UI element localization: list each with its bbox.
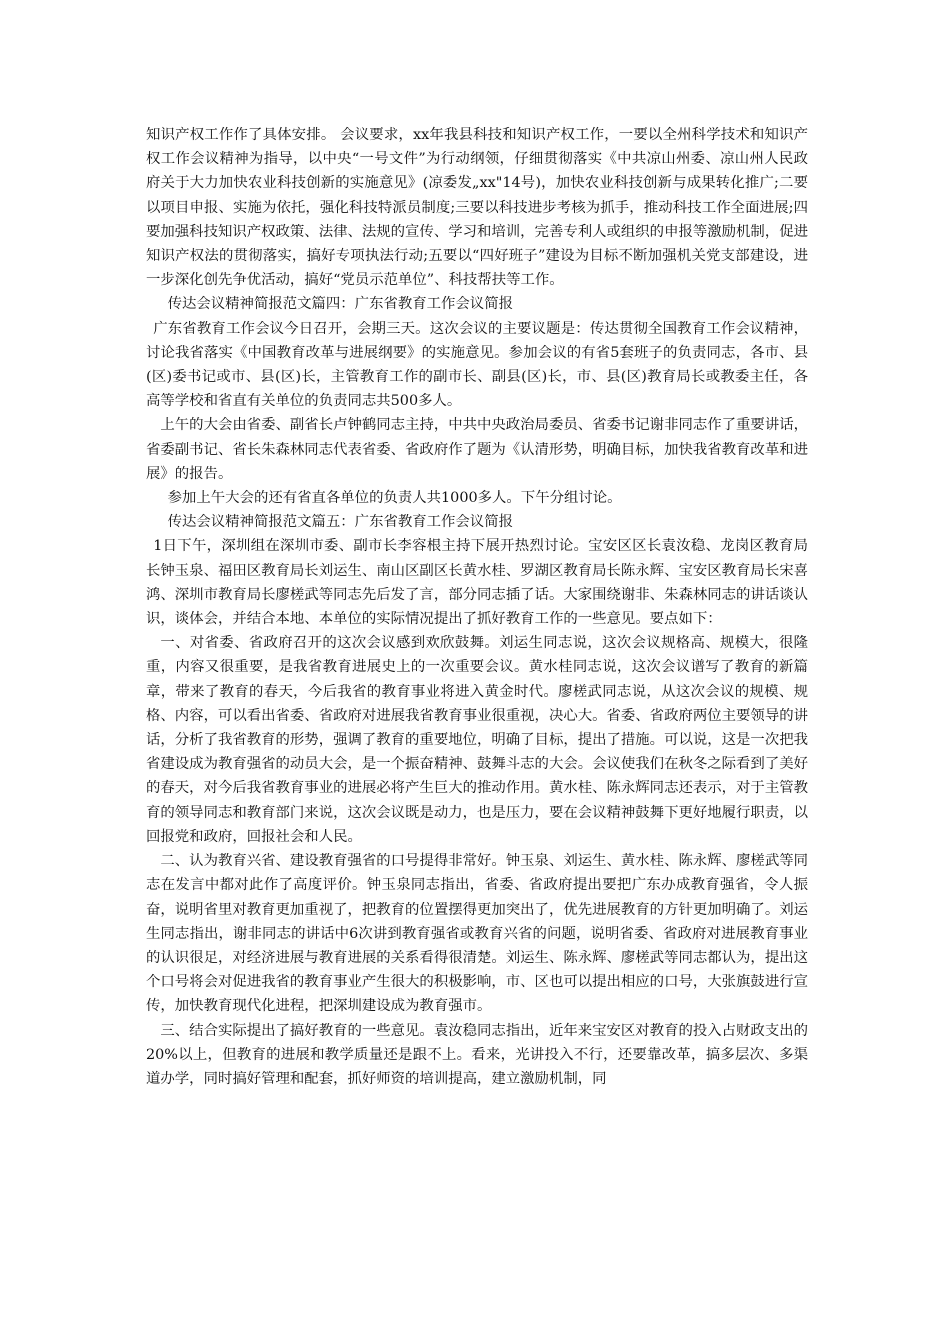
- paragraph-shenzhen-discussion: 1日下午，深圳组在深圳市委、副市长李容根主持下展开热烈讨论。宝安区区长袁汝稳、龙岗区教育局长钟玉泉、福田区教育局长刘运生、南山区副区长黄水桂、罗湖区教育局长陈永辉、宝安区教育局长宋喜鸿、深圳市教育局长廖槎武等同志先后发了言，部分同志插了话。大家围绕谢非、朱森林同志的讲话谈认识，谈体会，并结合本地、本单位的实际情况提出了抓好教育工作的一些意见。要点如下：: [146, 538, 808, 628]
- section-heading-4: 传达会议精神简报范文篇四：广东省教育工作会议简报: [167, 296, 513, 313]
- paragraph-morning-session: 上午的大会由省委、副省长卢钟鹤同志主持，中共中央政治局委员、省委书记谢非同志作了重要讲话，省委副书记、省长朱森林同志代表省委、省政府作了题为《认清形势，明确目标，加快我省教育改革和进展》的报告。: [146, 417, 808, 482]
- paragraph-meeting-open: 广东省教育工作会议今日召开，会期三天。这次会议的主要议题是：传达贯彻全国教育工作会议精神，讨论我省落实《中国教育改革与进展纲要》的实施意见。参加会议的有省5套班子的负责同志，各市、县(区)委书记或市、县(区)长，主管教育工作的副市长、副县(区)长，市、县(区)教育局长或教委主任，各高等学校和省直有关单位的负责同志共500多人。: [146, 320, 808, 410]
- paragraph-attendance: 参加上午大会的还有省直各单位的负责人共1000多人。下午分组讨论。: [167, 490, 622, 507]
- paragraph-point-one: 一、对省委、省政府召开的这次会议感到欢欣鼓舞。刘运生同志说，这次会议规格高、规模大，很隆重，内容又很重要，是我省教育进展史上的一次重要会议。黄水桂同志说，这次会议谱写了教育的新篇章，带来了教育的春天，今后我省的教育事业将进入黄金时代。廖槎武同志说，从这次会议的规模、规格、内容，可以看出省委、省政府对进展我省教育事业很重视，决心大。省委、省政府两位主要领导的讲话，分析了我省教育的形势，强调了教育的重要地位，明确了目标，提出了措施。可以说，这是一次把我省建设成为教育强省的动员大会，是一个振奋精神、鼓舞斗志的大会。会议使我们在秋冬之际看到了美好的春天，对今后我省教育事业的进展必将产生巨大的推动作用。黄水桂、陈永辉同志还表示，对于主管教育的领导同志和教育部门来说，这次会议既是动力，也是压力，要在会议精神鼓舞下更好地履行职责，以回报党和政府，回报社会和人民。: [146, 635, 808, 845]
- paragraph-ip-work: 知识产权工作作了具体安排。 会议要求，xx年我县科技和知识产权工作，一要以全州科学技术和知识产权工作会议精神为指导，以中央“一号文件”为行动纲领，仔细贯彻落实《中共凉山州委、凉山州人民政府关于大力加快农业科技创新的实施意见》(凉委发„xx"14号)，加快农业科技创新与成果转化推广;二要以项目申报、实施为依托，强化科技特派员制度;三要以科技进步考核为抓手，推动科技工作全面进展;四要加强科技知识产权政策、法律、法规的宣传、学习和培训，完善专利人或组织的申报等激励机制，促进知识产权法的贯彻落实，搞好专项执法行动;五要以“四好班子”建设为目标不断加强机关党支部建设，进一步深化创先争优活动，搞好“党员示范单位”、科技帮扶等工作。: [146, 127, 808, 289]
- section-heading-5: 传达会议精神简报范文篇五：广东省教育工作会议简报: [167, 514, 513, 531]
- paragraph-point-three: 三、结合实际提出了搞好教育的一些意见。袁汝稳同志指出，近年来宝安区对教育的投入占财政支出的20%以上，但教育的进展和教学质量还是跟不上。看来，光讲投入不行，还要靠改革，搞多层次、多渠道办学，同时搞好管理和配套，抓好师资的培训提高，建立激励机制，同: [146, 1022, 808, 1087]
- document-body: [146, 123, 808, 1091]
- paragraph-point-two: 二、认为教育兴省、建设教育强省的口号提得非常好。钟玉泉、刘运生、黄水桂、陈永辉、廖槎武等同志在发言中都对此作了高度评价。钟玉泉同志指出，省委、省政府提出要把广东办成教育强省，令人振奋，说明省里对教育更加重视了，把教育的位置摆得更加突出了，优先进展教育的方针更加明确了。刘运生同志指出，谢非同志的讲话中6次讲到教育强省或教育兴省的问题，说明省委、省政府对进展教育事业的认识很足，对经济进展与教育进展的关系看得很清楚。刘运生、陈永辉、廖槎武等同志都认为，提出这个口号将会对促进我省的教育事业产生很大的积极影响，市、区也可以提出相应的口号，大张旗鼓进行宣传，加快教育现代化进程，把深圳建设成为教育强市。: [146, 853, 808, 1015]
